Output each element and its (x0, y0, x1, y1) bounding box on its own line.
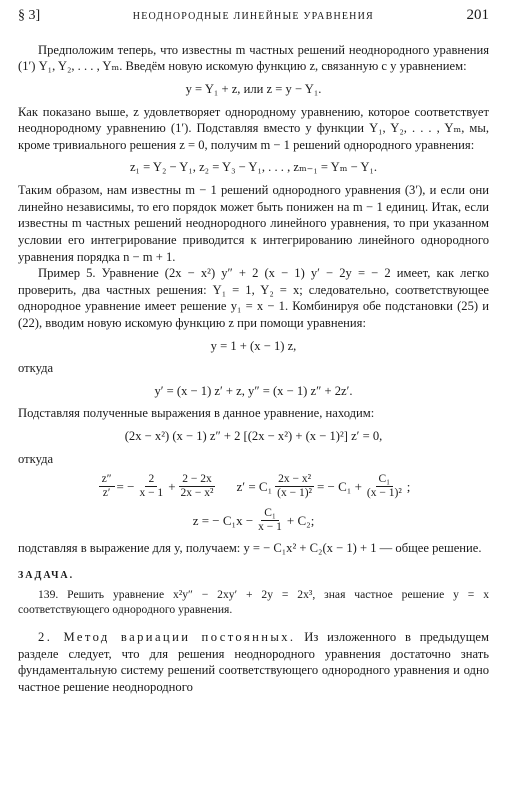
label-otkuda-1: откуда (18, 361, 54, 376)
fraction-term-2: $\frac{2 - 2x}{\text{2x − x²}}$ (180, 473, 214, 500)
paragraph-example-5: Пример 5. Уравнение (2x − x²) y″ + 2 (x − 1) y′ − 2y = − 2 имеет, как легко проверить, два частных решения: Y₁ = 1, Y₂ = x; следовательно, соответствующее однородное уравнение имеет решение y₁ = x − 1. Комбинируя обе подстановки (25) и (22), вводим новую искомую функцию z при помощи уравнения: (18, 266, 489, 330)
equation-2: z₁ = Y₂ − Y₁, z₂ = Y₃ − Y₁, . . . , zₘ₋₁ = Yₘ − Y₁. (129, 160, 378, 175)
equation-3: y = 1 + (x − 1) z, (210, 338, 297, 353)
equation-5: (2x − x²) (x − 1) z″ + 2 [(2x − x²) + (x − 1)²] z′ = 0, (124, 428, 383, 443)
running-title: НЕОДНОРОДНЫЕ ЛИНЕЙНЫЕ УРАВНЕНИЯ (132, 11, 374, 22)
paragraph-5: Подставляя полученные выражения в данное уравнение, находим: (18, 406, 375, 421)
paragraph-6: подставляя в выражение для y, получаем: y = − C₁x² + C₂(x − 1) + 1 — общее решение. (18, 541, 482, 556)
task-heading: ЗАДАЧА. (18, 569, 75, 581)
equation-1: y = Y₁ + z, или z = y − Y₁. (185, 82, 322, 97)
paragraph-3: Таким образом, нам известны m − 1 решений однородного уравнения (3′), и если они линейно независимы, то его порядок может быть понижен на m − 1 единиц. Итак, если известны m частных решений неоднородного линейного уравнения, то при указанном условии его интегрирование приводится к интегрированию линейного однородного уравнения порядка n − m + 1. (18, 183, 489, 264)
section-2-heading: 2. Метод вариации постоянных. (38, 630, 296, 644)
fraction-eq7: $\frac{\text{C₁}}{x - 1}$ (258, 506, 282, 533)
page-number: 201 (466, 7, 489, 23)
section-2-text: Из изложенного в предыдущем разделе следует, что для решения неоднородного уравнения достаточно знать фундаментальную систему решений соответствующего однородного уравнения и одно частное решение неоднородного (18, 630, 489, 694)
fraction-term-4: $\frac{\text{C₁}}{\text{(x − 1)²}}$ (366, 473, 402, 500)
equation-4: y′ = (x − 1) z′ + z, y″ = (x − 1) z″ + 2z′. (154, 383, 353, 398)
fraction-lhs: $\frac{z''}{z'}$ (99, 473, 115, 500)
equation-7: z = − C₁x − $\frac{\text{C₁}}{x - 1}$ + C₂; (192, 506, 315, 533)
section-marker: § 3] (18, 8, 41, 23)
section-2-paragraph (18, 629, 489, 695)
running-header (18, 6, 489, 26)
paragraph-2: Как показано выше, z удовлетворяет однородному уравнению, которое соответствует неоднородному уравнению (1′). Подставляя вместо y функции Y₁, Y₂, . . . , Yₘ, мы, кроме тривиального решения z = 0, получим m − 1 решений однородного уравнения: (18, 104, 489, 152)
paragraph-1: Предположим теперь, что известны m частных решений неоднородного уравнения (1′) Y₁, Y₂, . . . , Yₘ. Введём новую искомую функцию z, связанную с y уравнением: (18, 42, 489, 74)
fraction-term-1: $\frac{2}{x - 1}$ (139, 473, 164, 500)
equation-6: $\frac{z''}{z'}$ = − $\frac{2}{x - 1}$ + $\frac{2 - 2x}{\text{2x − x²}}$ z′ = C₁ $\frac{\text{2x − x²}}{\text{(x − 1)²}}$ = − C₁ + $\frac{\text{C₁}}{\text{(x − 1)²}}$ ; (18, 473, 489, 500)
label-otkuda-2: откуда (18, 451, 54, 466)
task-139: 139. Решить уравнение x²y″ − 2xy′ + 2y = 2x³, зная частное решение y = x соответствующего однородного уравнения. (18, 587, 489, 616)
fraction-term-3: $\frac{\text{2x − x²}}{\text{(x − 1)²}}$ (274, 473, 315, 500)
